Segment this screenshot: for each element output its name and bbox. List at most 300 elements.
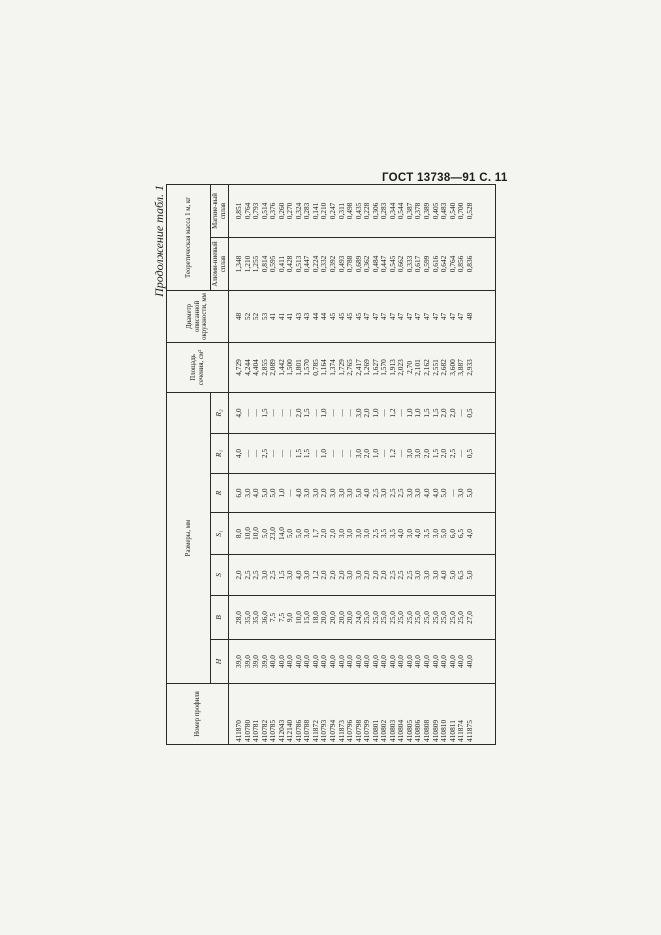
table-cell-b: 7,5 — [276, 612, 286, 623]
table-cell-s1: 6,5 — [456, 528, 466, 539]
table-cell-s: 3,0 — [413, 570, 423, 580]
table-cell-r: 3,0 — [336, 488, 346, 498]
table-cell-aluminum: 0,447 — [302, 255, 312, 273]
table-cell-h: 40,0 — [370, 655, 380, 668]
table-cell-magnesium: 0,514 — [259, 202, 269, 220]
table-cell-diameter: 44 — [310, 312, 320, 321]
table-cell-diameter: 47 — [379, 312, 389, 321]
table-cell-r2: 2,0 — [293, 408, 303, 418]
table-cell-aluminum: 0,392 — [328, 255, 338, 273]
table-cell-r2: 1,0 — [413, 408, 423, 418]
table-cell-h: 40,0 — [456, 655, 466, 668]
table-cell-r: 5,0 — [259, 488, 269, 498]
table-cell-r1: — — [345, 449, 355, 458]
table-cell-b: 25,0 — [370, 611, 380, 624]
table-cell-s1: 1,7 — [310, 528, 320, 539]
table-cell-area: 2,765 — [345, 359, 355, 376]
table-cell-r: 3,0 — [404, 488, 414, 498]
table-cell-r2: — — [396, 409, 406, 417]
table-cell-s1: 4,0 — [413, 528, 423, 539]
table-cell-profile-number: 412140 — [285, 719, 295, 742]
table-cell-s: 4,0 — [293, 570, 303, 580]
table-cell-s1: 3,0 — [302, 528, 312, 539]
table-cell-r2: — — [336, 409, 346, 417]
col-r1 — [229, 434, 496, 474]
col-h — [229, 640, 496, 684]
table-cell-r1: 1,0 — [319, 448, 329, 459]
table-cell-b: 9,0 — [285, 612, 295, 623]
header-circumscribed-diameter: Диаметр описанной окружности, мм — [167, 290, 229, 342]
table-cell-diameter: 41 — [268, 312, 278, 321]
table-cell-r2: 0,5 — [464, 408, 474, 418]
table-cell-r1: — — [242, 449, 252, 458]
table-cell-r: 3,0 — [242, 488, 252, 498]
table-cell-s1: 8,0 — [234, 528, 243, 539]
table-cell-aluminum: 0,788 — [345, 255, 355, 273]
table-cell-s: 2,5 — [242, 570, 252, 580]
table-cell-s: 3,0 — [285, 570, 295, 580]
header-r2: R₂ — [211, 392, 229, 433]
table-cell-r: 6,0 — [234, 488, 243, 498]
header-magnesium-alloy: Магние-вый сплав — [211, 184, 229, 237]
table-cell-magnesium: 0,270 — [285, 202, 295, 220]
table-cell-h: 40,0 — [285, 655, 295, 668]
table-cell-r2: 2,0 — [439, 408, 449, 418]
table-cell-r: 4,0 — [422, 488, 432, 498]
table-cell-area: 3,887 — [456, 359, 466, 376]
table-cell-s1: 10,0 — [242, 527, 252, 540]
table-cell-r: 1,0 — [276, 488, 286, 498]
table-cell-r2: 1,5 — [302, 408, 312, 418]
table-cell-aluminum: 0,447 — [379, 255, 389, 273]
table-cell-profile-number: 410811 — [447, 720, 457, 742]
table-cell-s: 1,2 — [310, 570, 320, 580]
table-cell-h: 40,0 — [413, 655, 423, 668]
table-cell-r1: 3,0 — [353, 448, 363, 459]
table-cell-h: 40,0 — [268, 655, 278, 668]
table-cell-s: 2,5 — [396, 570, 406, 580]
table-cell-magnesium: 0,378 — [413, 202, 423, 220]
table-cell-s1: 23,0 — [268, 527, 278, 540]
table-cell-s: 3,0 — [422, 570, 432, 580]
table-cell-area: 1,627 — [370, 359, 380, 376]
table-cell-diameter: 45 — [336, 312, 346, 321]
table-cell-r2: 2,0 — [447, 408, 457, 418]
table-continuation-caption: Продолжение табл. 1 — [152, 185, 166, 297]
table-cell-h: 40,0 — [362, 655, 372, 668]
table-cell-aluminum: 0,599 — [422, 255, 432, 273]
header-profile-number: Номер профиля — [167, 684, 229, 745]
table-cell-r: 5,0 — [268, 488, 278, 498]
table-cell-r: 4,0 — [362, 488, 372, 498]
table-cell-diameter: 43 — [293, 312, 303, 321]
table-cell-b: 18,0 — [310, 611, 320, 624]
table-cell-b: 15,0 — [302, 611, 312, 624]
table-cell-magnesium: 0,540 — [447, 202, 457, 220]
table-cell-h: 40,0 — [293, 655, 303, 668]
header-b: B — [211, 596, 229, 640]
table-cell-diameter: 52 — [242, 312, 252, 321]
table-cell-magnesium: 0,483 — [439, 202, 449, 220]
table-cell-r1: 1,5 — [430, 448, 440, 459]
table-cell-s1: 3,0 — [430, 528, 440, 539]
table-cell-area: 2,162 — [422, 359, 432, 376]
table-cell-aluminum: 0,617 — [413, 255, 423, 273]
table-cell-s: 2,0 — [328, 570, 338, 580]
col-magnesium-alloy — [229, 184, 496, 237]
table-cell-profile-number: 410786 — [293, 719, 303, 742]
table-cell-area: 1,913 — [387, 359, 397, 376]
table-cell-aluminum: 0,362 — [362, 255, 372, 273]
table-cell-s: 5,0 — [447, 570, 457, 580]
table-cell-s: 3,0 — [259, 570, 269, 580]
table-cell-r2: 1,2 — [387, 408, 397, 418]
table-cell-aluminum: 1,210 — [242, 255, 252, 273]
table-cell-r1: — — [379, 449, 389, 458]
table-cell-r2: — — [328, 409, 338, 417]
table-row — [229, 184, 496, 744]
table-cell-diameter: 47 — [439, 312, 449, 321]
table-cell-s1: 5,0 — [293, 528, 303, 539]
table-cell-area: 2,089 — [268, 359, 278, 376]
table-cell-r1: 2,0 — [422, 448, 432, 459]
table-cell-aluminum: 1,255 — [251, 255, 261, 273]
table-cell-s1: 2,5 — [370, 528, 380, 539]
table-cell-r1: 3,0 — [404, 448, 414, 459]
table-cell-h: 40,0 — [404, 655, 414, 668]
table-cell-r2: — — [456, 409, 466, 417]
table-cell-area: 2,855 — [259, 359, 269, 376]
table-cell-r: 2,5 — [387, 488, 397, 498]
table-cell-r2: 4,0 — [234, 408, 243, 418]
table-cell-r: 3,0 — [328, 488, 338, 498]
header-s: S — [211, 555, 229, 596]
table-cell-magnesium: 0,283 — [302, 202, 312, 220]
table-cell-b: 35,0 — [251, 611, 261, 624]
table-cell-s: 3,0 — [302, 570, 312, 580]
table-cell-profile-number: 410799 — [362, 719, 372, 742]
table-cell-aluminum: 0,513 — [293, 255, 303, 273]
table-cell-diameter: 47 — [413, 312, 423, 321]
table-cell-profile-number: 412043 — [276, 719, 286, 742]
table-cell-magnesium: 0,793 — [251, 202, 261, 220]
table-cell-r2: — — [242, 409, 252, 417]
table-cell-r2: — — [345, 409, 355, 417]
col-r2 — [229, 392, 496, 433]
table-cell-h: 40,0 — [396, 655, 406, 668]
table-cell-h: 39,0 — [251, 655, 261, 668]
table-cell-s: 3,0 — [345, 570, 355, 580]
header-theoretical-mass-group: Теоретическая масса 1 м, кг — [167, 184, 211, 290]
table-cell-r: 3,0 — [345, 488, 355, 498]
table-cell-h: 40,0 — [310, 655, 320, 668]
table-cell-magnesium: 0,528 — [464, 202, 474, 220]
table-cell-diameter: 47 — [447, 312, 457, 321]
table-cell-profile-number: 410780 — [242, 719, 252, 742]
table-cell-area: 3,600 — [447, 359, 457, 376]
table-cell-b: 27,0 — [464, 611, 474, 624]
table-cell-r: 5,0 — [439, 488, 449, 498]
table-cell-aluminum: 0,545 — [387, 255, 397, 273]
table-cell-r2: — — [379, 409, 389, 417]
table-cell-b: 20,0 — [345, 611, 355, 624]
table-cell-profile-number: 410781 — [251, 719, 261, 742]
table-cell-s: 2,5 — [251, 570, 261, 580]
table-cell-r1: — — [456, 449, 466, 458]
table-cell-r: 5,0 — [353, 488, 363, 498]
table-cell-s1: 3,0 — [353, 528, 363, 539]
table-cell-r1: 1,5 — [293, 448, 303, 459]
table-cell-diameter: 47 — [370, 312, 380, 321]
table-cell-area: 1,269 — [362, 359, 372, 376]
table-cell-magnesium: 0,141 — [310, 202, 320, 220]
table-cell-r1: 2,5 — [447, 448, 457, 459]
table-cell-r: 2,5 — [370, 488, 380, 498]
table-cell-r: 4,0 — [251, 488, 261, 498]
table-cell-diameter: 48 — [464, 312, 474, 321]
table-cell-h: 40,0 — [302, 655, 312, 668]
table-cell-r: 3,0 — [310, 488, 320, 498]
table-cell-aluminum: 0,662 — [396, 255, 406, 273]
table-cell-aluminum: 0,764 — [447, 255, 457, 273]
rotated-table-block — [152, 185, 496, 745]
table-cell-aluminum: 0,428 — [285, 255, 295, 273]
table-cell-b: 20,0 — [336, 611, 346, 624]
table-cell-aluminum: 0,836 — [464, 255, 474, 273]
table-cell-profile-number: 411870 — [234, 720, 243, 742]
table-cell-area: 2,023 — [396, 359, 406, 376]
table-cell-s1: 3,5 — [379, 528, 389, 539]
table-cell-diameter: 47 — [396, 312, 406, 321]
table-cell-r2: — — [268, 409, 278, 417]
table-cell-r: 3,0 — [379, 488, 389, 498]
table-cell-aluminum: 0,689 — [353, 255, 363, 273]
table-cell-r: — — [447, 489, 457, 497]
table-cell-diameter: 41 — [276, 312, 286, 321]
table-cell-r1: — — [285, 449, 295, 458]
table-cell-area: 2,417 — [353, 359, 363, 376]
table-cell-r2: — — [276, 409, 286, 417]
table-cell-h: 40,0 — [464, 655, 474, 668]
table-cell-h: 40,0 — [379, 655, 389, 668]
table-cell-b: 35,0 — [242, 611, 252, 624]
table-cell-r1: — — [328, 449, 338, 458]
table-cell-r: 2,0 — [319, 488, 329, 498]
table-cell-h: 40,0 — [439, 655, 449, 668]
table-cell-aluminum: 0,484 — [370, 255, 380, 273]
table-cell-s1: 2,0 — [319, 528, 329, 539]
table-cell-diameter: 45 — [328, 312, 338, 321]
table-cell-diameter: 47 — [362, 312, 372, 321]
table-cell-aluminum: 0,595 — [268, 255, 278, 273]
table-cell-profile-number: 411874 — [456, 720, 466, 742]
table-cell-r2: — — [285, 409, 295, 417]
table-cell-s1: 2,0 — [328, 528, 338, 539]
table-cell-area: 2,70 — [404, 360, 414, 374]
table-cell-magnesium: 0,260 — [276, 202, 286, 220]
table-cell-magnesium: 0,851 — [234, 202, 243, 220]
table-cell-diameter: 52 — [251, 312, 261, 321]
table-cell-diameter: 47 — [422, 312, 432, 321]
table-cell-b: 36,0 — [259, 611, 269, 624]
table-cell-s1: 3,5 — [387, 528, 397, 539]
table-cell-b: 25,0 — [413, 611, 423, 624]
table-cell-magnesium: 0,435 — [353, 202, 363, 220]
table-cell-profile-number: 410788 — [302, 719, 312, 742]
table-cell-diameter: 41 — [285, 312, 295, 321]
table-cell-aluminum: 0,411 — [276, 255, 286, 273]
table-cell-h: 40,0 — [328, 655, 338, 668]
table-cell-s: 2,5 — [268, 570, 278, 580]
table-cell-s1: 5,0 — [285, 528, 295, 539]
table-cell-s1: 4,0 — [464, 528, 474, 539]
table-cell-r: 4,0 — [430, 488, 440, 498]
table-cell-profile-number: 410794 — [328, 719, 338, 742]
table-cell-diameter: 47 — [456, 312, 466, 321]
table-cell-profile-number: 410782 — [259, 719, 269, 742]
header-h: H — [211, 640, 229, 684]
table-cell-profile-number: 410805 — [404, 719, 414, 742]
col-b — [229, 596, 496, 640]
table-cell-r1: 1,0 — [370, 448, 380, 459]
header-section-area: Площадь сечения, см² — [167, 342, 229, 392]
table-cell-h: 40,0 — [276, 655, 286, 668]
table-cell-area: 1,570 — [379, 359, 389, 376]
col-profile-number — [229, 684, 496, 745]
table-cell-h: 40,0 — [319, 655, 329, 668]
table-cell-profile-number: 410798 — [353, 719, 363, 742]
header-dimensions-group: Размеры, мм — [167, 392, 211, 683]
table-cell-h: 40,0 — [430, 655, 440, 668]
table-cell-h: 40,0 — [447, 655, 457, 668]
table-cell-magnesium: 0,544 — [396, 202, 406, 220]
table-cell-s1: 6,0 — [447, 528, 457, 539]
table-cell-r: 3,0 — [302, 488, 312, 498]
table-cell-profile-number: 410804 — [396, 719, 406, 742]
table-cell-magnesium: 0,700 — [456, 202, 466, 220]
table-cell-s1: 3,0 — [362, 528, 372, 539]
table-cell-diameter: 45 — [353, 312, 363, 321]
table-cell-s: 2,0 — [234, 570, 243, 580]
col-circumscribed-diameter — [229, 290, 496, 342]
table-cell-magnesium: 0,324 — [293, 202, 303, 220]
table-cell-s1: 4,0 — [396, 528, 406, 539]
header-aluminum-alloy: Алюми-ниевый сплав — [211, 237, 229, 290]
table-cell-profile-number: 410803 — [387, 719, 397, 742]
table-cell-r1: — — [251, 449, 261, 458]
table-cell-magnesium: 0,306 — [370, 202, 380, 220]
table-cell-b: 25,0 — [404, 611, 414, 624]
table-cell-r1: 1,2 — [387, 448, 397, 459]
table-cell-magnesium: 0,228 — [362, 202, 372, 220]
table-cell-area: 0,785 — [310, 359, 320, 376]
table-cell-s: 2,0 — [362, 570, 372, 580]
table-cell-area: 2,682 — [439, 359, 449, 376]
table-cell-b: 7,5 — [268, 612, 278, 623]
table-cell-s1: 3,5 — [422, 528, 432, 539]
table-cell-h: 39,0 — [234, 655, 243, 668]
table-cell-magnesium: 0,283 — [379, 202, 389, 220]
table-cell-aluminum: 0,224 — [310, 255, 320, 273]
table-cell-s1: 5,0 — [259, 528, 269, 539]
col-section-area — [229, 342, 496, 392]
table-cell-area: 1,374 — [328, 359, 338, 376]
table-cell-profile-number: 411872 — [310, 720, 320, 742]
table-cell-profile-number: 410802 — [379, 719, 389, 742]
table-cell-profile-number: 410796 — [345, 719, 355, 742]
table-cell-r2: 1,5 — [422, 408, 432, 418]
table-cell-profile-number: 411875 — [464, 720, 474, 742]
table-cell-r2: — — [251, 409, 261, 417]
table-cell-b: 25,0 — [387, 611, 397, 624]
table-cell-magnesium: 0,764 — [242, 202, 252, 220]
table-cell-s: 2,0 — [319, 570, 329, 580]
table-cell-s: 2,5 — [387, 570, 397, 580]
table-cell-area: 4,729 — [234, 359, 243, 376]
table-cell-diameter: 43 — [302, 312, 312, 321]
table-cell-b: 20,0 — [328, 611, 338, 624]
table-cell-b: 10,0 — [293, 611, 303, 624]
header-r1: R₁ — [211, 434, 229, 474]
table-cell-s: 5,0 — [464, 570, 474, 580]
table-cell-b: 25,0 — [447, 611, 457, 624]
table-cell-r1: — — [268, 449, 278, 458]
table-cell-r2: — — [310, 409, 320, 417]
table-cell-r1: — — [336, 449, 346, 458]
table-cell-b: 25,0 — [456, 611, 466, 624]
table-cell-diameter: 47 — [404, 312, 414, 321]
table-cell-aluminum: 0,493 — [336, 255, 346, 273]
header-s1: S₁ — [211, 513, 229, 555]
table-cell-r2: 1,0 — [404, 408, 414, 418]
table-cell-s1: 14,0 — [276, 527, 286, 540]
table-cell-b: 25,0 — [362, 611, 372, 624]
table-cell-r2: 2,0 — [362, 408, 372, 418]
table-cell-magnesium: 0,389 — [422, 202, 432, 220]
table-cell-area: 4,404 — [251, 359, 261, 376]
table-cell-r2: 1,5 — [259, 408, 269, 418]
table-cell-profile-number: 410785 — [268, 719, 278, 742]
table-cell-r1: 2,5 — [259, 448, 269, 459]
table-cell-s: 2,0 — [379, 570, 389, 580]
table-cell-area: 1,164 — [319, 359, 329, 376]
col-r — [229, 474, 496, 513]
col-s — [229, 555, 496, 596]
table-cell-r2: 1,0 — [319, 408, 329, 418]
table-cell-aluminum: 0,616 — [430, 255, 440, 273]
table-cell-s: 1,5 — [276, 570, 286, 580]
table-cell-diameter: 45 — [345, 312, 355, 321]
table-cell-profile-number: 410809 — [430, 719, 440, 742]
table-cell-s1: 3,0 — [404, 528, 414, 539]
table-cell-r: 2,5 — [396, 488, 406, 498]
table-cell-diameter: 47 — [430, 312, 440, 321]
table-cell-area: 1,729 — [336, 359, 346, 376]
col-aluminum-alloy — [229, 237, 496, 290]
table-cell-r1: 4,0 — [234, 448, 243, 459]
table-cell-b: 28,0 — [234, 611, 243, 624]
table-cell-area: 1,442 — [276, 359, 286, 376]
table-cell-s: 3,0 — [430, 570, 440, 580]
table-cell-r1: — — [396, 449, 406, 458]
table-cell-r1: 0,5 — [464, 448, 474, 459]
table-cell-h: 40,0 — [345, 655, 355, 668]
table-cell-r: 3,0 — [456, 488, 466, 498]
table-cell-magnesium: 0,247 — [328, 202, 338, 220]
table-cell-area: 4,244 — [242, 359, 252, 376]
table-cell-s: 2,0 — [370, 570, 380, 580]
profiles-table — [166, 184, 496, 745]
